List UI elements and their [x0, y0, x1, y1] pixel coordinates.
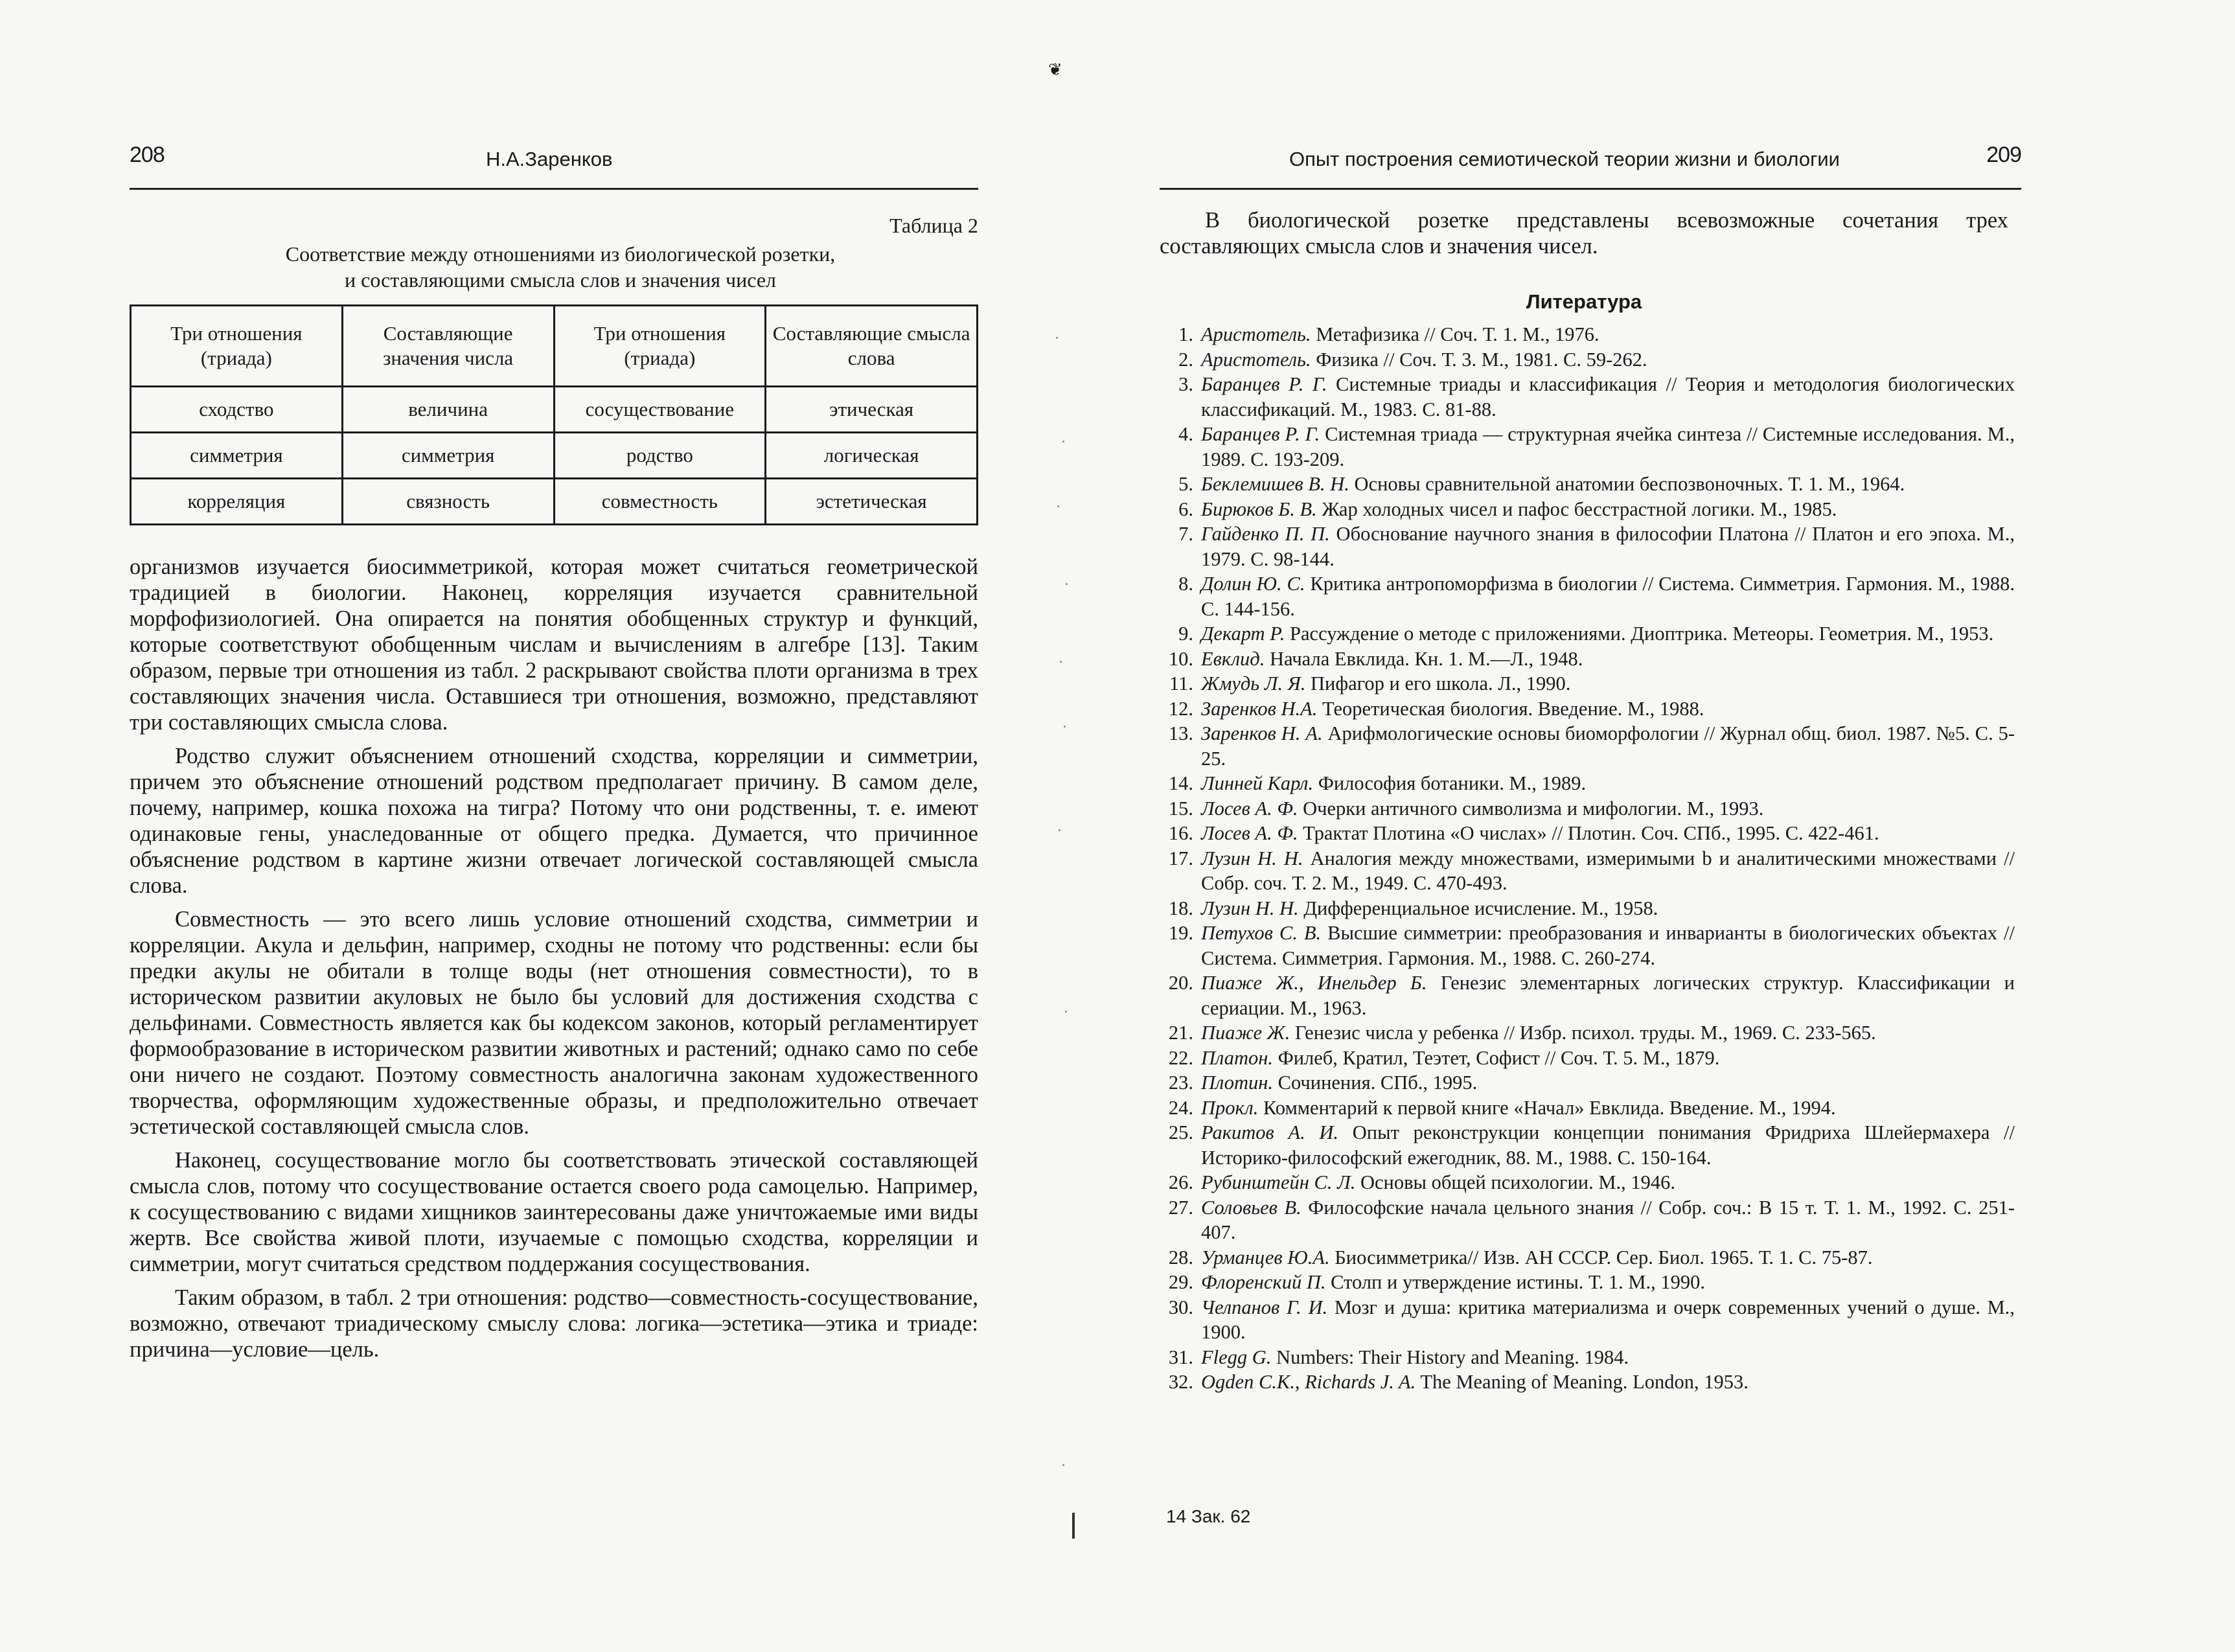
table-header-cell: Составляющие смысла слова: [766, 306, 978, 387]
reference-item: [1160, 1170, 2015, 1195]
reference-author: Заренков Н. А.: [1201, 722, 1323, 744]
reference-item: [1160, 771, 2015, 796]
reference-item: [1160, 347, 2015, 373]
left-page: [130, 0, 978, 1652]
reference-author: Лузин Н. Н.: [1201, 897, 1299, 919]
reference-item: [1160, 1245, 2015, 1270]
gutter-speck: [1060, 661, 1062, 663]
table-cell: совместность: [554, 479, 766, 525]
reference-author: Плотин.: [1201, 1072, 1273, 1094]
reference-author: Рубинштейн С. Л.: [1201, 1171, 1356, 1193]
reference-number: 15.: [1168, 797, 1193, 820]
reference-author: Аристотель.: [1201, 323, 1311, 345]
gutter-speck: [1062, 1464, 1064, 1466]
reference-number: 28.: [1168, 1246, 1193, 1268]
reference-item: [1160, 322, 2015, 347]
reference-author: Прокл.: [1201, 1096, 1259, 1119]
reference-text: Арифмологические основы биоморфологии // Журнал общ. биол. 1987. №5. С. 5-25.: [1201, 722, 2015, 770]
reference-number: 25.: [1168, 1121, 1193, 1143]
reference-text: Опыт реконструкции концепции понимания Фридриха Шлейермахера // Историко-философский ежегодник, 88. М., 1988. С. 150-164.: [1201, 1121, 2015, 1169]
reference-author: Петухов С. В.: [1201, 922, 1322, 944]
reference-author: Челпанов Г. И.: [1201, 1296, 1328, 1318]
reference-text: Пифагор и его школа. Л., 1990.: [1311, 672, 1571, 694]
reference-text: Дифференциальное исчисление. М., 1958.: [1303, 897, 1658, 919]
reference-item: [1160, 671, 2015, 696]
reference-author: Пиаже Ж., Инельдер Б.: [1201, 972, 1427, 994]
reference-item: [1160, 1096, 2015, 1121]
reference-author: Аристотель.: [1201, 348, 1311, 371]
reference-number: 21.: [1168, 1022, 1193, 1044]
reference-number: 13.: [1168, 722, 1193, 744]
reference-item: [1160, 721, 2015, 771]
reference-text: Высшие симметрии: преобразования и инварианты в биологических объектах // Система. Симметрия. Гармония. М., 1988. С. 260-274.: [1201, 922, 2015, 969]
reference-text: Теоретическая биология. Введение. М., 1988.: [1322, 697, 1704, 720]
gutter-speck: [1064, 726, 1066, 728]
reference-item: [1160, 846, 2015, 896]
reference-author: Декарт Р.: [1201, 623, 1285, 645]
right-running-title: Опыт построения семиотической теории жизни и биологии: [1289, 148, 1840, 170]
left-page-number: 208: [130, 143, 165, 167]
reference-text: Комментарий к первой книге «Начал» Евклида. Введение. М., 1994.: [1263, 1096, 1836, 1119]
reference-item: [1160, 1020, 2015, 1046]
literature-heading: Литература: [1526, 290, 1642, 313]
reference-number: 26.: [1168, 1171, 1193, 1193]
table-cell: эстетическая: [766, 479, 978, 525]
reference-item: [1160, 921, 2015, 970]
reference-author: Пиаже Ж.: [1201, 1022, 1290, 1044]
reference-item: [1160, 372, 2015, 422]
paragraph: Таким образом, в табл. 2 три отношения: родство—совместность-сосуществование, возможно, отвечают триадическому смыслу слова: логика—эстетика—этика и триаде: причина—условие—цель.: [130, 1285, 978, 1362]
reference-number: 17.: [1168, 847, 1193, 869]
table-cell: логическая: [766, 433, 978, 479]
reference-author: Заренков Н.А.: [1201, 697, 1318, 720]
left-running-head: [130, 143, 978, 190]
gutter-speck: [1057, 505, 1059, 507]
paragraph: организмов изучается биосимметрикой, которая может считаться геометрической традицией в биологии. Наконец, корреляция изучается сравнительной морфофизиологией. Она опирается на понятия обобщенных структур и функций, которые соответствуют обобщенным числам и вычислениям в алгебре [13]. Таким образом, первые три отношения из табл. 2 раскрывают свойства плоти организма в трех составляющих значения числа. Оставшиеся три отношения, возможно, представляют три составляющих смысла слова.: [130, 555, 978, 735]
reference-number: 4.: [1178, 423, 1193, 445]
reference-number: 31.: [1168, 1346, 1193, 1368]
reference-author: Соловьев В.: [1201, 1196, 1301, 1219]
table-row: [131, 433, 978, 479]
reference-item: [1160, 1270, 2015, 1295]
reference-item: [1160, 970, 2015, 1020]
paragraph: В биологической розетке представлены всевозможные сочетания трех составляющих смысла слов и значения чисел.: [1160, 208, 2008, 258]
paragraph: Наконец, сосуществование могло бы соответствовать этической составляющей смысла слов, потому что сосуществование остается своего рода самоцелью. Например, к сосуществованию с видами хищников заинтересованы даже уничтожаемые ими виды жертв. Все свойства живой плоти, изучаемые с помощью сходства, корреляции и симметрии, могут считаться средством поддержания сосуществования.: [130, 1148, 978, 1276]
reference-item: [1160, 1195, 2015, 1245]
reference-item: [1160, 1046, 2015, 1071]
reference-item: [1160, 1070, 2015, 1096]
reference-text: Философия ботаники. М., 1989.: [1318, 772, 1587, 794]
reference-text: Философские начала цельного знания // Собр. соч.: В 15 т. Т. 1. М., 1992. С. 251-407.: [1201, 1196, 2015, 1243]
gutter-speck: [1066, 583, 1068, 585]
reference-item: [1160, 497, 2015, 522]
left-running-title: Н.А.Заренков: [486, 148, 613, 170]
reference-item: [1160, 1120, 2015, 1170]
reference-author: Лузин Н. Н.: [1201, 847, 1303, 869]
paragraph: Совместность — это всего лишь условие отношений сходства, симметрии и корреляции. Акула и дельфин, например, сходны не потому что родственны: если бы предки акулы не обитали в толще воды (нет отношения совместности), то в историческом развитии акуловых не было бы условий для достижения сходства с дельфинами. Совместность является как бы кодексом законов, который регламентирует формообразование в историческом развитии животных и растений; однако само по себе они ничего не создают. Поэтому совместность аналогична законам художественного творчества, оформляющим художественные образы, и предположительно отвечает эстетической составляющей смысла слов.: [130, 907, 978, 1139]
reference-number: 12.: [1168, 697, 1193, 720]
reference-author: Жмудь Л. Я.: [1201, 672, 1306, 694]
reference-number: 29.: [1168, 1271, 1193, 1293]
reference-author: Долин Ю. С.: [1201, 573, 1305, 595]
reference-author: Урманцев Ю.А.: [1201, 1246, 1330, 1268]
reference-number: 32.: [1168, 1371, 1193, 1393]
gutter-speck: [1062, 441, 1064, 442]
reference-text: Физика // Соч. Т. 3. М., 1981. С. 59-262.: [1316, 348, 1647, 371]
right-running-head: [1160, 143, 2021, 190]
right-page: [1160, 0, 2021, 1652]
reference-author: Беклемишев В. Н.: [1201, 473, 1349, 495]
relations-table: [130, 304, 978, 525]
reference-number: 5.: [1178, 473, 1193, 495]
table-caption-line-1: Соответствие между отношениями из биологической розетки,: [285, 242, 836, 266]
reference-text: The Meaning of Meaning. London, 1953.: [1420, 1371, 1748, 1393]
reference-text: Жар холодных чисел и пафос бесстрастной логики. М., 1985.: [1322, 498, 1837, 520]
table-cell: связность: [342, 479, 554, 525]
reference-text: Столп и утверждение истины. Т. 1. М., 1990.: [1331, 1271, 1706, 1293]
reference-number: 27.: [1168, 1196, 1193, 1219]
reference-number: 3.: [1178, 373, 1193, 395]
gutter-speck: [1059, 829, 1060, 831]
reference-text: Трактат Плотина «О числах» // Плотин. Соч. СПб., 1995. С. 422-461.: [1303, 822, 1879, 844]
reference-author: Платон.: [1201, 1046, 1273, 1069]
reference-author: Бирюков Б. В.: [1201, 498, 1317, 520]
reference-text: Биосимметрика// Изв. АН СССР. Сер. Биол. 1965. Т. 1. С. 75-87.: [1335, 1246, 1873, 1268]
table-row: [131, 387, 978, 433]
reference-number: 19.: [1168, 922, 1193, 944]
table-cell: этическая: [766, 387, 978, 433]
reference-item: [1160, 896, 2015, 921]
reference-text: Обоснование научного знания в философии Платона // Платон и его эпоха. М., 1979. С. 98-144.: [1201, 523, 2015, 570]
reference-text: Основы общей психологии. М., 1946.: [1360, 1171, 1675, 1193]
reference-item: [1160, 1345, 2015, 1370]
table-caption-line-2: и составляющими смысла слов и значения чисел: [345, 268, 776, 292]
reference-item: [1160, 571, 2015, 621]
table-cell: сходство: [131, 387, 343, 433]
reference-text: Критика антропоморфизма в биологии // Система. Симметрия. Гармония. М., 1988. С. 144-156.: [1201, 573, 2015, 620]
reference-number: 8.: [1178, 573, 1193, 595]
reference-number: 30.: [1168, 1296, 1193, 1318]
gutter-speck: [1056, 337, 1058, 339]
reference-text: Метафизика // Соч. Т. 1. М., 1976.: [1316, 323, 1599, 345]
table-header-cell: Три отношения (триада): [131, 306, 343, 387]
reference-item: [1160, 472, 2015, 497]
reference-number: 2.: [1178, 348, 1193, 371]
reference-number: 1.: [1178, 323, 1193, 345]
reference-text: Системная триада — структурная ячейка синтеза // Системные исследования. М., 1989. С. 193-209.: [1201, 423, 2015, 470]
reference-author: Ogden C.K., Richards J. A.: [1201, 1371, 1416, 1393]
reference-text: Сочинения. СПб., 1995.: [1278, 1072, 1478, 1094]
gutter-mark: [1072, 1513, 1075, 1539]
reference-author: Лосев А. Ф.: [1201, 797, 1298, 820]
reference-text: Филеб, Кратил, Теэтет, Софист // Соч. Т. 5. М., 1879.: [1278, 1046, 1720, 1069]
reference-author: Лосев А. Ф.: [1201, 822, 1298, 844]
table-label: Таблица 2: [889, 214, 978, 237]
reference-number: 18.: [1168, 897, 1193, 919]
table-header-cell: Три отношения (триада): [554, 306, 766, 387]
reference-number: 14.: [1168, 772, 1193, 794]
reference-author: Флоренский П.: [1201, 1271, 1326, 1293]
table-cell: родство: [554, 433, 766, 479]
table-row: [131, 479, 978, 525]
reference-number: 11.: [1169, 672, 1193, 694]
reference-text: Мозг и душа: критика материализма и очерк современных учений о душе. М., 1900.: [1201, 1296, 2015, 1343]
reference-number: 10.: [1168, 647, 1193, 670]
reference-text: Системные триады и классификация // Теория и методология биологических классификаций. М., 1983. С. 81-88.: [1201, 373, 2015, 420]
gutter-speck: [1065, 1011, 1067, 1013]
ornament-icon: ❦: [1048, 60, 1062, 80]
reference-item: [1160, 1295, 2015, 1345]
table-cell: величина: [342, 387, 554, 433]
reference-author: Евклид.: [1201, 647, 1265, 670]
table-cell: симметрия: [131, 433, 343, 479]
reference-text: Основы сравнительной анатомии беспозвоночных. Т. 1. М., 1964.: [1354, 473, 1905, 495]
reference-item: [1160, 621, 2015, 647]
table-caption: [181, 241, 939, 293]
paragraph: Родство служит объяснением отношений сходства, корреляции и симметрии, причем это объяснение отношений родством предполагает причину. В самом деле, почему, например, кошка похожа на тигра? Потому что они родственны, т. е. имеют одинаковые гены, унаследованные от общего предка. Думается, что причинное объяснение родством в картине жизни отвечает логической составляющей смысла слова.: [130, 744, 978, 898]
reference-author: Баранцев Р. Г.: [1201, 423, 1320, 445]
reference-text: Генезис числа у ребенка // Избр. психол. труды. М., 1969. С. 233-565.: [1294, 1022, 1876, 1044]
reference-list: [1160, 322, 2015, 1395]
reference-text: Numbers: Their History and Meaning. 1984.: [1276, 1346, 1629, 1368]
right-page-number: 209: [1986, 143, 2021, 167]
reference-text: Аналогия между множествами, измеримыми b и аналитическими множествами // Собр. соч. Т. 2. М., 1949. С. 470-493.: [1201, 847, 2015, 894]
reference-number: 9.: [1178, 623, 1193, 645]
reference-item: [1160, 647, 2015, 672]
reference-author: Flegg G.: [1201, 1346, 1272, 1368]
reference-item: [1160, 796, 2015, 821]
reference-item: [1160, 821, 2015, 846]
reference-number: 22.: [1168, 1046, 1193, 1069]
table-cell: сосуществование: [554, 387, 766, 433]
reference-author: Ракитов А. И.: [1201, 1121, 1339, 1143]
reference-author: Баранцев Р. Г.: [1201, 373, 1327, 395]
table-cell: симметрия: [342, 433, 554, 479]
reference-number: 24.: [1168, 1096, 1193, 1119]
reference-item: [1160, 522, 2015, 571]
reference-item: [1160, 1370, 2015, 1395]
table-cell: корреляция: [131, 479, 343, 525]
reference-number: 6.: [1178, 498, 1193, 520]
reference-author: Линней Карл.: [1201, 772, 1314, 794]
printer-signature: 14 Зак. 62: [1166, 1506, 1251, 1526]
reference-item: [1160, 422, 2015, 472]
table-header-cell: Составляющие значения числа: [342, 306, 554, 387]
reference-number: 23.: [1168, 1072, 1193, 1094]
reference-text: Генезис элементарных логических структур. Классификации и сериации. М., 1963.: [1201, 972, 2015, 1019]
reference-text: Начала Евклида. Кн. 1. М.—Л., 1948.: [1269, 647, 1583, 670]
reference-number: 7.: [1178, 523, 1193, 545]
right-intro-text: [1160, 207, 2008, 267]
table-header-row: [131, 306, 978, 387]
reference-author: Гайденко П. П.: [1201, 523, 1330, 545]
reference-number: 16.: [1168, 822, 1193, 844]
reference-text: Очерки античного символизма и мифологии. М., 1993.: [1303, 797, 1764, 820]
reference-number: 20.: [1168, 972, 1193, 994]
reference-item: [1160, 696, 2015, 722]
left-body-text: [130, 554, 978, 1370]
reference-text: Рассуждение о методе с приложениями. Диоптрика. Метеоры. Геометрия. М., 1953.: [1290, 623, 1994, 645]
